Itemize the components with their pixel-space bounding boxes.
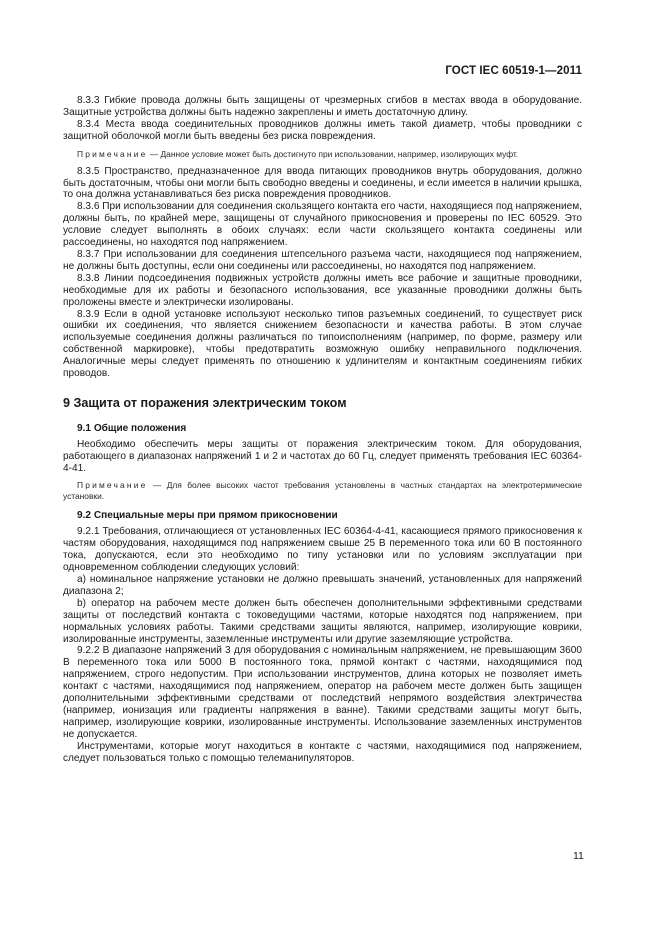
paragraph-8-3-6: 8.3.6 При использовании для соединения скользящего контакта его части, находящиеся под напряжением, должны быть, по крайней мере, защищены от случайного прикосновения и проверены по IEC 60529. Это условие следует выполнять в обоих случаях: если части скользящего контакта соединены или рассоединены, но находятся под напряжением. <box>63 201 582 249</box>
page-number: 11 <box>573 850 584 862</box>
paragraph-9-2-1-b: b) оператор на рабочем месте должен быть обеспечен дополнительными эффективными средствами защиты от последствий контакта с токоведущими частями, которые находятся под напряжением, при нормальных условиях работы. Такими средствами защиты являются, например, изолирующие коврики, изолированные инструменты, заземленные инструменты или другие заземляющие устройства. <box>63 597 582 645</box>
paragraph-8-3-9: 8.3.9 Если в одной установке используют несколько типов разъемных соединений, то существует риск ошибки их соединения, что является снижением безопасности и качества работы. В этом случае используемые соединения должны различаться по типоисполнениям (например, по форме, размеру или собственной маркировке), чтобы предотвратить возможную ошибку неправильного подключения. Аналогичные меры следует применять по отношению к удлинителям и контактным соединениям гибких проводов. <box>63 308 582 380</box>
paragraph-8-3-7: 8.3.7 При использовании для соединения штепсельного разъема части, находящиеся под напряжением, не должны быть доступны, если они соединены или рассоединены, но находятся под напряжением. <box>63 248 582 272</box>
paragraph-9-1: Необходимо обеспечить меры защиты от поражения электрическим током. Для оборудования, работающего в диапазонах напряжений 1 и 2 и частотах до 60 Гц, следует применять требования IEC 60364-4-41. <box>63 438 582 474</box>
paragraph-8-3-4: 8.3.4 Места ввода соединительных проводников должны иметь такой диаметр, чтобы проводники с защитной оболочкой могли быть введены без риска повреждения. <box>63 118 582 142</box>
paragraph-8-3-5: 8.3.5 Пространство, предназначенное для ввода питающих проводников внутрь оборудования, должно быть достаточным, чтобы они могли быть свободно введены и соединены, и если имеется в наличии крышка, то она должна устанавливаться без риска повреждения проводников. <box>63 165 582 201</box>
document-header: ГОСТ IEC 60519-1—2011 <box>445 65 582 77</box>
paragraph-9-2-2: 9.2.2 В диапазоне напряжений 3 для оборудования с номинальным напряжением, не превышающим 3600 В переменного тока или 5000 В постоянного тока, прямой контакт с частями, находящимися под напряжением, строго недопустим. При использовании инструментов, длина которых не позволяет иметь контакт с частями, находящимися под напряжением, оператор на рабочем месте должен быть защищен дополнительными эффективными средствами от последствий непрямого воздействия электричества (например, ионизация или градиенты напряжения в ванне). Такими средствами защиты могут быть, например, изолирующие коврики, изолированные инструменты. Использование заземленных инструментов не допускается. <box>63 645 582 740</box>
note-2-label: Примечание <box>77 480 148 491</box>
section-9-1-heading: 9.1 Общие положения <box>77 422 187 434</box>
document-body <box>63 95 582 765</box>
section-9-2-heading: 9.2 Специальные меры при прямом прикосновении <box>77 510 338 522</box>
section-9-heading: 9 Защита от поражения электрическим током <box>63 395 347 410</box>
note-1-label: Примечание <box>77 148 148 159</box>
paragraph-9-2-1: 9.2.1 Требования, отличающиеся от установленных IEC 60364-4-41, касающиеся прямого прикосновения к частям оборудования, находящимся под напряжением свыше 25 В переменного тока или 60 В постоянного тока, допускаются, если это необходимо по типу установки или по условиям эксплуатации при одновременном соблюдении следующих условий: <box>63 526 582 574</box>
note-1-text: — Данное условие может быть достигнуто при использовании, например, изолирующих муфт. <box>147 148 519 159</box>
paragraph-8-3-3: 8.3.3 Гибкие провода должны быть защищены от чрезмерных сгибов в местах ввода в оборудование. Защитные устройства должны быть надежно закреплены и иметь достаточную длину. <box>63 95 582 118</box>
note-2 <box>63 480 582 502</box>
paragraph-9-2-1-a: a) номинальное напряжение установки не должно превышать значений, установленных для напряжений диапазона 2; <box>63 574 582 597</box>
note-2-text: — Для более высоких частот требования установлены в частных стандартах на электротермические установки. <box>63 480 582 502</box>
paragraph-8-3-8: 8.3.8 Линии подсоединения подвижных устройств должны иметь все рабочие и защитные проводники, необходимые для их работы и безопасного использования, все указанные проводники должны быть проложены вместе и электрически изолированы. <box>63 272 582 308</box>
note-1 <box>63 149 582 160</box>
paragraph-9-2-2-b: Инструментами, которые могут находиться в контакте с частями, находящимися под напряжением, следует пользоваться только с помощью телеманипуляторов. <box>63 740 582 764</box>
